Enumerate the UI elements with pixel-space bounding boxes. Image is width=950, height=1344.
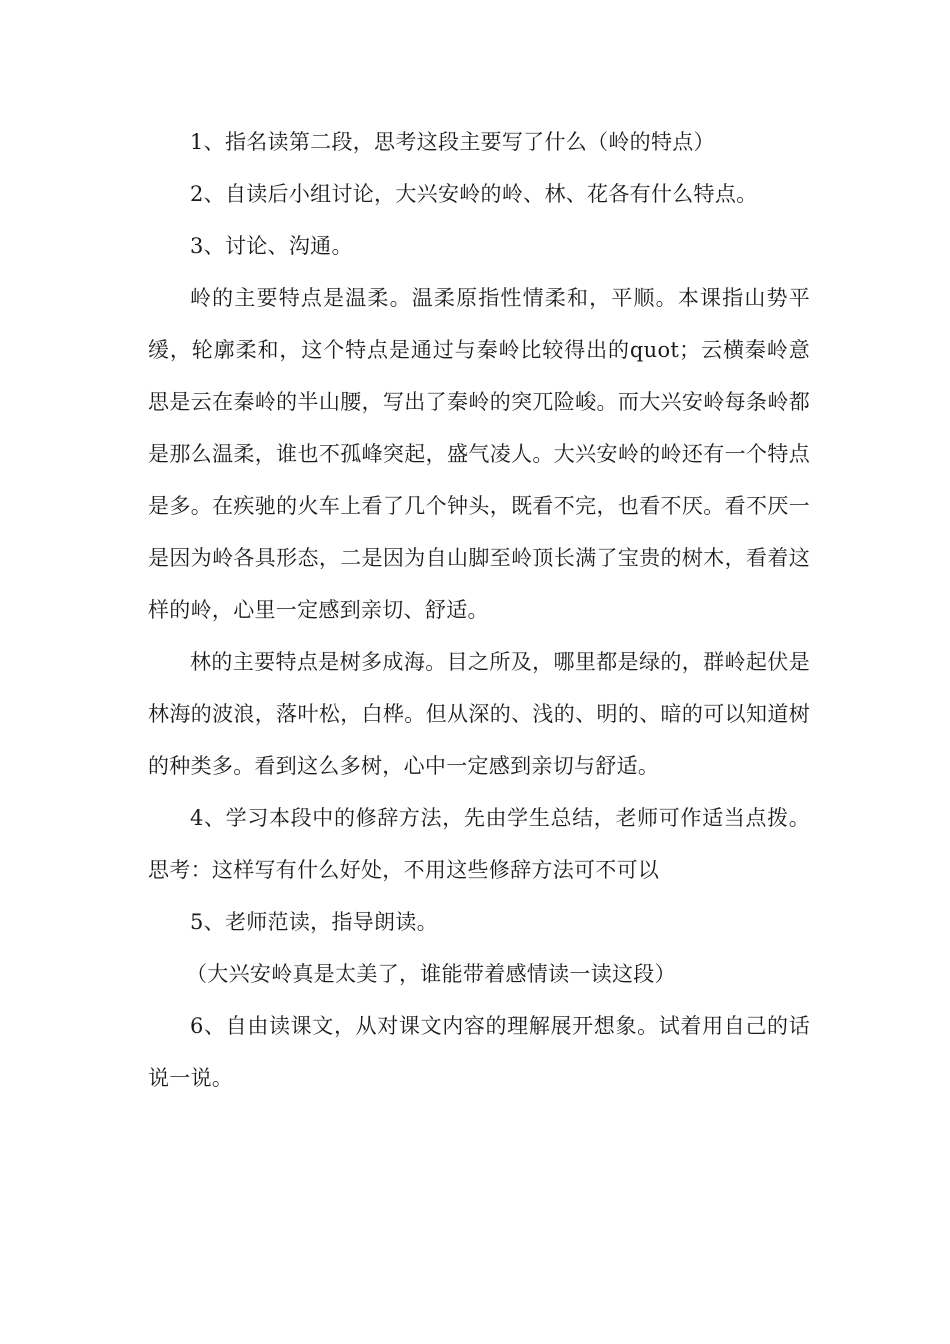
paragraph-step-6: 6、自由读课文，从对课文内容的理解展开想象。试着用自己的话说一说。	[148, 1014, 810, 1090]
paragraph-forest-features: 林的主要特点是树多成海。目之所及，哪里都是绿的，群岭起伏是林海的波浪，落叶松，白桦。但从深的、浅的、明的、暗的可以知道树的种类多。看到这么多树，心中一定感到亲切与舒适。	[148, 650, 810, 778]
paragraph-step-4: 4、学习本段中的修辞方法，先由学生总结，老师可作适当点拨。思考：这样写有什么好处，不用这些修辞方法可不可以	[148, 806, 810, 882]
paragraph-step-1: 1、指名读第二段，思考这段主要写了什么（岭的特点）	[190, 130, 715, 154]
paragraph-ridge-features: 岭的主要特点是温柔。温柔原指性情柔和，平顺。本课指山势平缓，轮廓柔和，这个特点是通过与秦岭比较得出的quot；云横秦岭意思是云在秦岭的半山腰，写出了秦岭的突兀险峻。而大兴安岭每条岭都是那么温柔，谁也不孤峰突起，盛气凌人。大兴安岭的岭还有一个特点是多。在疾驰的火车上看了几个钟头，既看不完，也看不厌。看不厌一是因为岭各具形态，二是因为自山脚至岭顶长满了宝贵的树木，看着这样的岭，心里一定感到亲切、舒适。	[148, 286, 810, 622]
paragraph-step-2: 2、自读后小组讨论，大兴安岭的岭、林、花各有什么特点。	[190, 182, 758, 206]
paragraph-step-5: 5、老师范读，指导朗读。	[190, 910, 438, 934]
paragraph-step-3: 3、讨论、沟通。	[190, 234, 353, 258]
paragraph-reading-prompt: （大兴安岭真是太美了，谁能带着感情读一读这段）	[186, 962, 676, 986]
document-body	[148, 116, 810, 1104]
